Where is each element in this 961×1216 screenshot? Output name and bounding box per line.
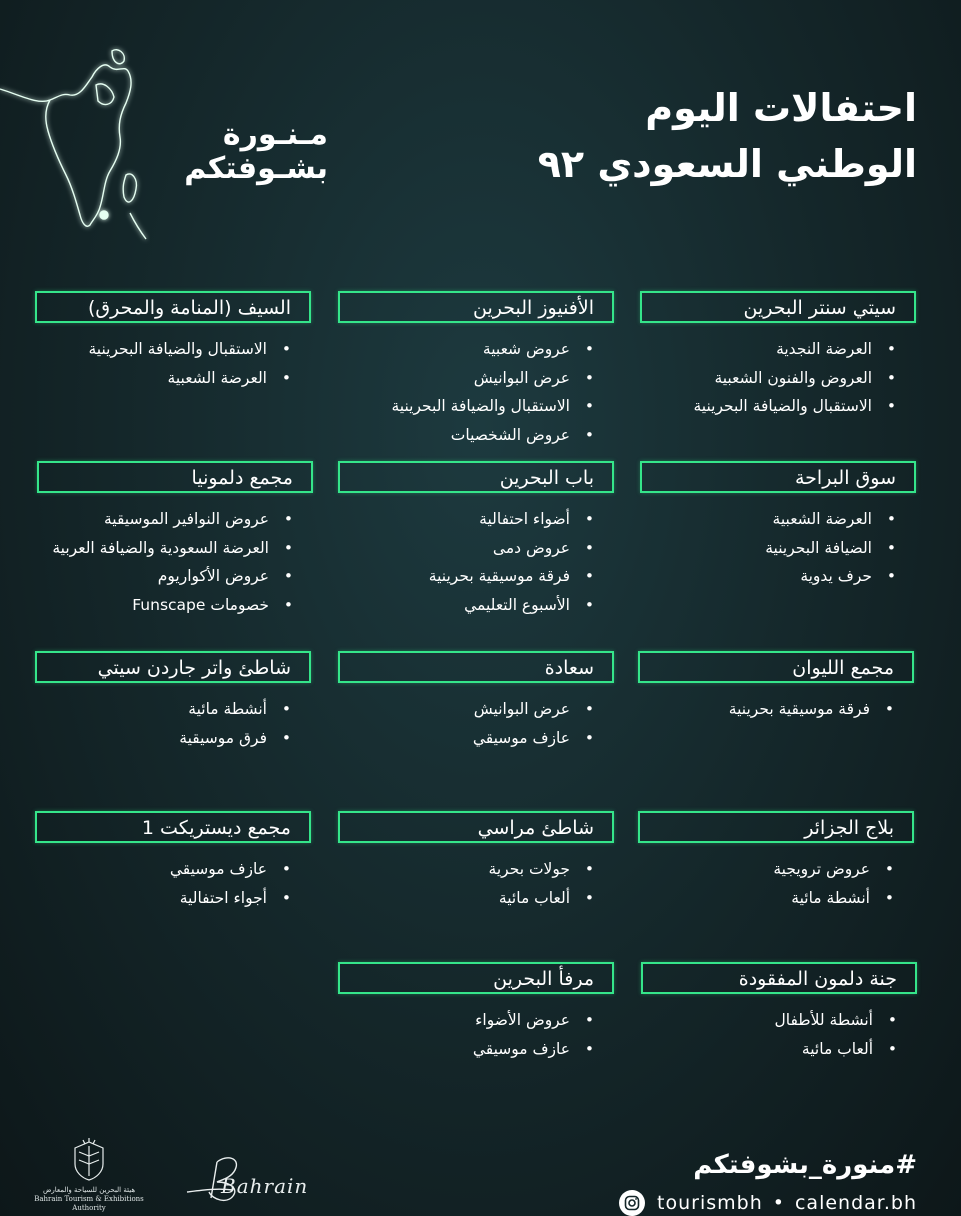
venue-card [638,651,914,724]
bahrain-brand-logo [183,1152,333,1208]
activity-item: • الضيافة البحرينية [640,534,896,563]
activity-item: • عرض البوانيش [338,695,594,724]
activity-item: • العرضة السعودية والضيافة العربية [37,534,293,563]
website-link[interactable]: calendar.bh [794,1192,917,1214]
separator-dot: • [772,1192,785,1214]
activity-item: • ألعاب مائية [641,1035,897,1064]
activity-list [638,855,914,912]
activity-item: • عروض دمى [338,534,594,563]
activity-item: • العرضة الشعبية [640,505,896,534]
venue-name: مجمع دلمونيا [37,461,313,493]
venue-name: باب البحرين [338,461,614,493]
activity-item: • فرقة موسيقية بحرينية [638,695,894,724]
activity-list [35,335,311,392]
venue-card [338,811,614,912]
activity-list [35,695,311,752]
venue-name: بلاج الجزائر [638,811,914,843]
page-title [397,80,917,192]
activity-item: • خصومات Funscape [37,591,293,620]
campaign-hashtag: #منورة_بشوفتكم [693,1150,917,1180]
activity-item: • عروض الأكواريوم [37,562,293,591]
instagram-icon[interactable] [619,1190,645,1216]
activity-item: • ألعاب مائية [338,884,594,913]
venue-name: سعادة [338,651,614,683]
activity-list [338,1006,614,1063]
venue-card [640,291,916,421]
instagram-handle[interactable]: tourismbh [657,1192,763,1214]
brand-tagline-line2: بشـوفتكم [184,151,328,186]
bahrain-map-icon [0,45,150,245]
activity-list [641,1006,917,1063]
activity-item: • أضواء احتفالية [338,505,594,534]
activity-list [35,855,311,912]
venue-card [35,291,311,392]
venue-name: مجمع ديستريكت 1 [35,811,311,843]
venue-card [338,291,614,449]
activity-list [37,505,313,619]
activity-list [638,695,914,724]
activity-item: • جولات بحرية [338,855,594,884]
activity-item: • العرضة الشعبية [35,364,291,393]
tourism-authority-logo [30,1138,148,1216]
authority-name-en: Bahrain Tourism & Exhibitions Authority [34,1195,144,1212]
page-title-line1: احتفالات اليوم [645,86,917,130]
activity-item: • حرف يدوية [640,562,896,591]
venue-name: سيتي سنتر البحرين [640,291,916,323]
activity-item: • عروض الشخصيات [338,421,594,450]
activity-item: • الأسبوع التعليمي [338,591,594,620]
authority-name-ar: هيئة البحرين للسياحة والمعارض [42,1186,136,1194]
activity-item: • عروض شعبية [338,335,594,364]
activity-item: • عرض البوانيش [338,364,594,393]
brand-tagline [170,118,328,186]
activity-list [640,505,916,591]
activity-item: • أنشطة مائية [35,695,291,724]
activity-item: • أنشطة مائية [638,884,894,913]
venue-card [638,811,914,912]
activity-item: • العروض والفنون الشعبية [640,364,896,393]
activity-item: • عازف موسيقي [338,724,594,753]
activity-item: • عروض النوافير الموسيقية [37,505,293,534]
venue-name: شاطئ مراسي [338,811,614,843]
venue-card [641,962,917,1063]
venue-name: سوق البراحة [640,461,916,493]
activity-item: • العرضة النجدية [640,335,896,364]
bahrain-emblem-icon [69,1138,109,1182]
page-title-line2: الوطني السعودي ٩٢ [537,142,917,186]
activity-item: • عروض الأضواء [338,1006,594,1035]
activity-item: • عازف موسيقي [35,855,291,884]
venue-card [640,461,916,591]
venue-card [35,651,311,752]
activity-list [338,855,614,912]
activity-item: • فرق موسيقية [35,724,291,753]
bahrain-logo-text: Bahrain [221,1174,309,1198]
venue-card [37,461,313,619]
activity-item: • أجواء احتفالية [35,884,291,913]
activity-item: • عروض ترويجية [638,855,894,884]
venue-card [338,461,614,619]
activity-item: • الاستقبال والضيافة البحرينية [640,392,896,421]
activity-item: • أنشطة للأطفال [641,1006,897,1035]
venue-name: جنة دلمون المفقودة [641,962,917,994]
activity-item: • فرقة موسيقية بحرينية [338,562,594,591]
activity-list [640,335,916,421]
activity-item: • الاستقبال والضيافة البحرينية [338,392,594,421]
activity-list [338,335,614,449]
activity-item: • الاستقبال والضيافة البحرينية [35,335,291,364]
venue-card [338,962,614,1063]
activity-list [338,505,614,619]
venue-name: مرفأ البحرين [338,962,614,994]
venue-name: الأفنيوز البحرين [338,291,614,323]
venue-name: شاطئ واتر جاردن سيتي [35,651,311,683]
venue-card [338,651,614,752]
activity-list [338,695,614,752]
venue-name: السيف (المنامة والمحرق) [35,291,311,323]
activity-item: • عازف موسيقي [338,1035,594,1064]
brand-tagline-line1: مـنـورة [222,117,328,152]
social-links [619,1190,917,1216]
venue-card [35,811,311,912]
venue-name: مجمع الليوان [638,651,914,683]
